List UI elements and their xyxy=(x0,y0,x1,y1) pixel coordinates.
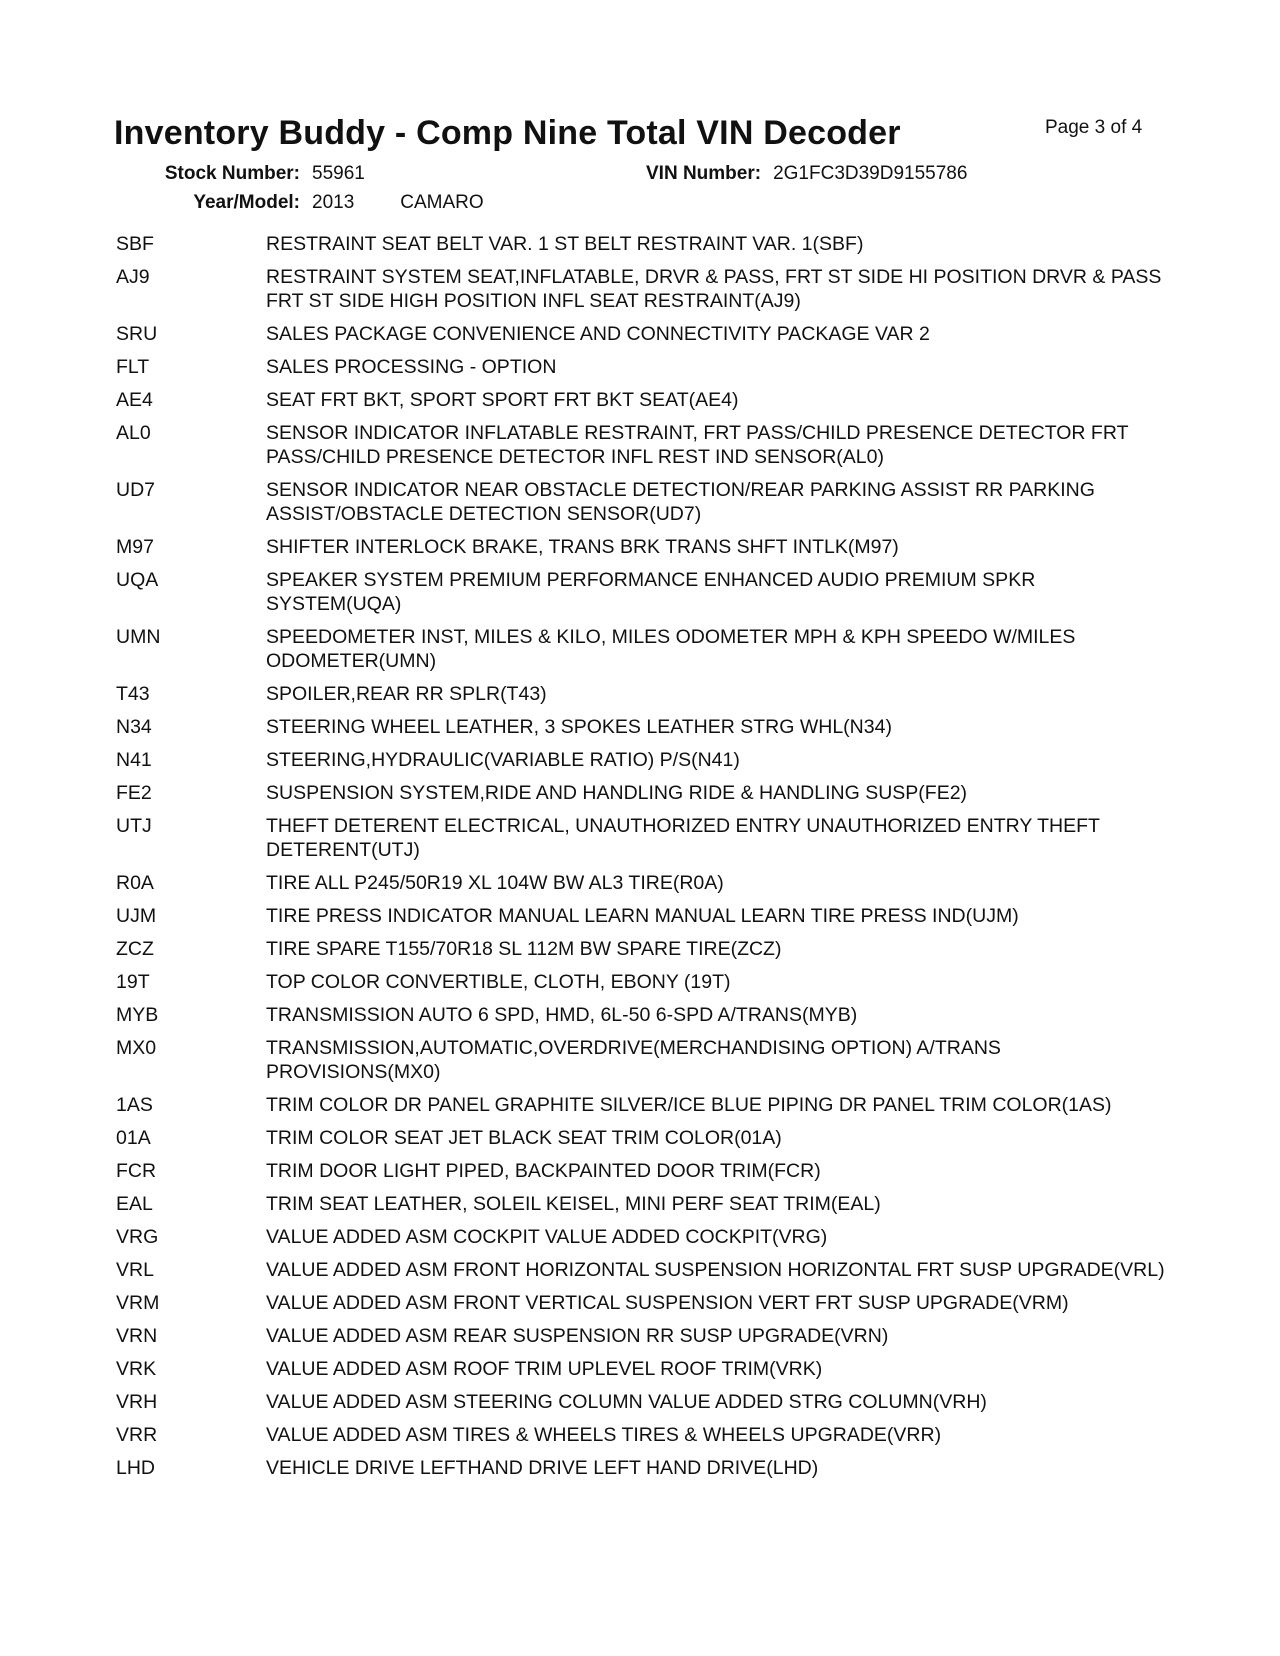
option-code: VRN xyxy=(116,1325,158,1347)
option-row xyxy=(116,1093,1166,1117)
option-code: ZCZ xyxy=(116,938,154,960)
option-row xyxy=(116,904,1166,928)
option-code: FCR xyxy=(116,1160,157,1182)
option-row xyxy=(116,355,1166,379)
option-description: TIRE SPARE T155/70R18 SL 112M BW SPARE TIRE(ZCZ) xyxy=(266,938,782,960)
option-row xyxy=(116,970,1166,994)
option-description: STEERING,HYDRAULIC(VARIABLE RATIO) P/S(N41) xyxy=(266,749,740,771)
option-code: SRU xyxy=(116,323,158,345)
option-description: TRIM COLOR SEAT JET BLACK SEAT TRIM COLOR(01A) xyxy=(266,1127,782,1149)
option-description: SPEAKER SYSTEM PREMIUM PERFORMANCE ENHANCED AUDIO PREMIUM SPKR SYSTEM(UQA) xyxy=(266,569,1036,615)
option-description: VALUE ADDED ASM STEERING COLUMN VALUE ADDED STRG COLUMN(VRH) xyxy=(266,1391,987,1413)
option-row xyxy=(116,1258,1166,1282)
option-description: TRANSMISSION,AUTOMATIC,OVERDRIVE(MERCHANDISING OPTION) A/TRANS PROVISIONS(MX0) xyxy=(266,1037,1001,1083)
option-row xyxy=(116,748,1166,772)
option-row xyxy=(116,625,1166,673)
stock-number-value: 55961 xyxy=(312,163,365,184)
option-code: LHD xyxy=(116,1457,156,1479)
option-description: SPOILER,REAR RR SPLR(T43) xyxy=(266,683,547,705)
option-code-list xyxy=(116,232,1166,1489)
option-description: SENSOR INDICATOR NEAR OBSTACLE DETECTION/REAR PARKING ASSIST RR PARKING ASSIST/OBSTACLE DETECTION SENSOR(UD7) xyxy=(266,479,1095,525)
document-title: Inventory Buddy - Comp Nine Total VIN Decoder xyxy=(114,114,901,152)
option-code: UQA xyxy=(116,569,159,591)
option-code: FLT xyxy=(116,356,150,378)
option-row xyxy=(116,421,1166,469)
option-code: VRM xyxy=(116,1292,160,1314)
option-description: SALES PACKAGE CONVENIENCE AND CONNECTIVITY PACKAGE VAR 2 xyxy=(266,323,930,345)
option-description: TRIM DOOR LIGHT PIPED, BACKPAINTED DOOR TRIM(FCR) xyxy=(266,1160,821,1182)
option-code: VRG xyxy=(116,1226,159,1248)
option-description: SHIFTER INTERLOCK BRAKE, TRANS BRK TRANS SHFT INTLK(M97) xyxy=(266,536,899,558)
option-code: UD7 xyxy=(116,479,156,501)
option-row xyxy=(116,781,1166,805)
option-code: AJ9 xyxy=(116,266,150,288)
option-description: TRIM COLOR DR PANEL GRAPHITE SILVER/ICE BLUE PIPING DR PANEL TRIM COLOR(1AS) xyxy=(266,1094,1112,1116)
option-row xyxy=(116,1036,1166,1084)
option-description: VALUE ADDED ASM FRONT VERTICAL SUSPENSION VERT FRT SUSP UPGRADE(VRM) xyxy=(266,1292,1069,1314)
option-code: SBF xyxy=(116,233,154,255)
option-description: VALUE ADDED ASM REAR SUSPENSION RR SUSP UPGRADE(VRN) xyxy=(266,1325,889,1347)
option-row xyxy=(116,478,1166,526)
option-code: MX0 xyxy=(116,1037,157,1059)
option-code: R0A xyxy=(116,872,154,894)
year-model-label: Year/Model: xyxy=(193,192,300,213)
option-row xyxy=(116,1390,1166,1414)
option-row xyxy=(116,232,1166,256)
option-row xyxy=(116,814,1166,862)
model-value: CAMARO xyxy=(400,192,484,213)
option-code: UJM xyxy=(116,905,157,927)
page-number: Page 3 of 4 xyxy=(1045,117,1143,138)
option-code: AE4 xyxy=(116,389,153,411)
option-code: N34 xyxy=(116,716,152,738)
option-description: SENSOR INDICATOR INFLATABLE RESTRAINT, FRT PASS/CHILD PRESENCE DETECTOR FRT PASS/CHILD PRESENCE DETECTOR INFL REST IND SENSOR(AL0) xyxy=(266,422,1129,468)
option-description: TOP COLOR CONVERTIBLE, CLOTH, EBONY (19T) xyxy=(266,971,731,993)
option-description: RESTRAINT SEAT BELT VAR. 1 ST BELT RESTRAINT VAR. 1(SBF) xyxy=(266,233,864,255)
year-value: 2013 xyxy=(312,192,355,213)
option-row xyxy=(116,1159,1166,1183)
option-row xyxy=(116,1126,1166,1150)
option-description: VALUE ADDED ASM FRONT HORIZONTAL SUSPENSION HORIZONTAL FRT SUSP UPGRADE(VRL) xyxy=(266,1259,1165,1281)
option-description: SALES PROCESSING - OPTION xyxy=(266,356,557,378)
option-description: VEHICLE DRIVE LEFTHAND DRIVE LEFT HAND DRIVE(LHD) xyxy=(266,1457,819,1479)
option-row xyxy=(116,568,1166,616)
option-code: 1AS xyxy=(116,1094,153,1116)
option-row xyxy=(116,871,1166,895)
year-model-row xyxy=(0,192,484,214)
option-code: VRR xyxy=(116,1424,158,1446)
option-description: VALUE ADDED ASM TIRES & WHEELS TIRES & WHEELS UPGRADE(VRR) xyxy=(266,1424,942,1446)
option-row xyxy=(116,388,1166,412)
option-code: MYB xyxy=(116,1004,159,1026)
option-description: THEFT DETERENT ELECTRICAL, UNAUTHORIZED ENTRY UNAUTHORIZED ENTRY THEFT DETERENT(UTJ) xyxy=(266,815,1100,861)
option-description: VALUE ADDED ASM COCKPIT VALUE ADDED COCKPIT(VRG) xyxy=(266,1226,828,1248)
option-description: VALUE ADDED ASM ROOF TRIM UPLEVEL ROOF TRIM(VRK) xyxy=(266,1358,823,1380)
option-row xyxy=(116,1192,1166,1216)
option-code: FE2 xyxy=(116,782,152,804)
option-description: TIRE PRESS INDICATOR MANUAL LEARN MANUAL LEARN TIRE PRESS IND(UJM) xyxy=(266,905,1019,927)
option-row xyxy=(116,1225,1166,1249)
option-row xyxy=(116,1423,1166,1447)
option-code: VRH xyxy=(116,1391,158,1413)
vin-number-value: 2G1FC3D39D9155786 xyxy=(773,163,968,184)
option-row xyxy=(116,265,1166,313)
option-code: VRK xyxy=(116,1358,157,1380)
option-code: M97 xyxy=(116,536,154,558)
option-row xyxy=(116,1324,1166,1348)
option-row xyxy=(116,322,1166,346)
stock-number-row xyxy=(0,163,365,185)
option-row xyxy=(116,535,1166,559)
vin-number-row xyxy=(646,163,967,185)
option-code: VRL xyxy=(116,1259,154,1281)
option-description: TIRE ALL P245/50R19 XL 104W BW AL3 TIRE(R0A) xyxy=(266,872,724,894)
option-description: TRANSMISSION AUTO 6 SPD, HMD, 6L-50 6-SPD A/TRANS(MYB) xyxy=(266,1004,858,1026)
option-row xyxy=(116,1357,1166,1381)
option-code: AL0 xyxy=(116,422,151,444)
option-code: EAL xyxy=(116,1193,153,1215)
option-code: N41 xyxy=(116,749,152,771)
option-description: TRIM SEAT LEATHER, SOLEIL KEISEL, MINI PERF SEAT TRIM(EAL) xyxy=(266,1193,881,1215)
option-code: 01A xyxy=(116,1127,151,1149)
option-row xyxy=(116,1291,1166,1315)
option-row xyxy=(116,682,1166,706)
option-description: SUSPENSION SYSTEM,RIDE AND HANDLING RIDE & HANDLING SUSP(FE2) xyxy=(266,782,968,804)
vin-number-label: VIN Number: xyxy=(646,163,762,184)
option-code: UTJ xyxy=(116,815,152,837)
option-code: UMN xyxy=(116,626,161,648)
option-row xyxy=(116,715,1166,739)
option-description: STEERING WHEEL LEATHER, 3 SPOKES LEATHER STRG WHL(N34) xyxy=(266,716,892,738)
option-code: 19T xyxy=(116,971,150,993)
option-row xyxy=(116,1003,1166,1027)
option-code: T43 xyxy=(116,683,150,705)
stock-number-label: Stock Number: xyxy=(164,163,300,184)
option-description: SPEEDOMETER INST, MILES & KILO, MILES ODOMETER MPH & KPH SPEEDO W/MILES ODOMETER(UMN) xyxy=(266,626,1076,672)
option-description: RESTRAINT SYSTEM SEAT,INFLATABLE, DRVR & PASS, FRT ST SIDE HI POSITION DRVR & PASS FRT ST SIDE HIGH POSITION INFL SEAT RESTRAINT(AJ9) xyxy=(266,266,1162,312)
option-description: SEAT FRT BKT, SPORT SPORT FRT BKT SEAT(AE4) xyxy=(266,389,739,411)
option-row xyxy=(116,1456,1166,1480)
option-row xyxy=(116,937,1166,961)
